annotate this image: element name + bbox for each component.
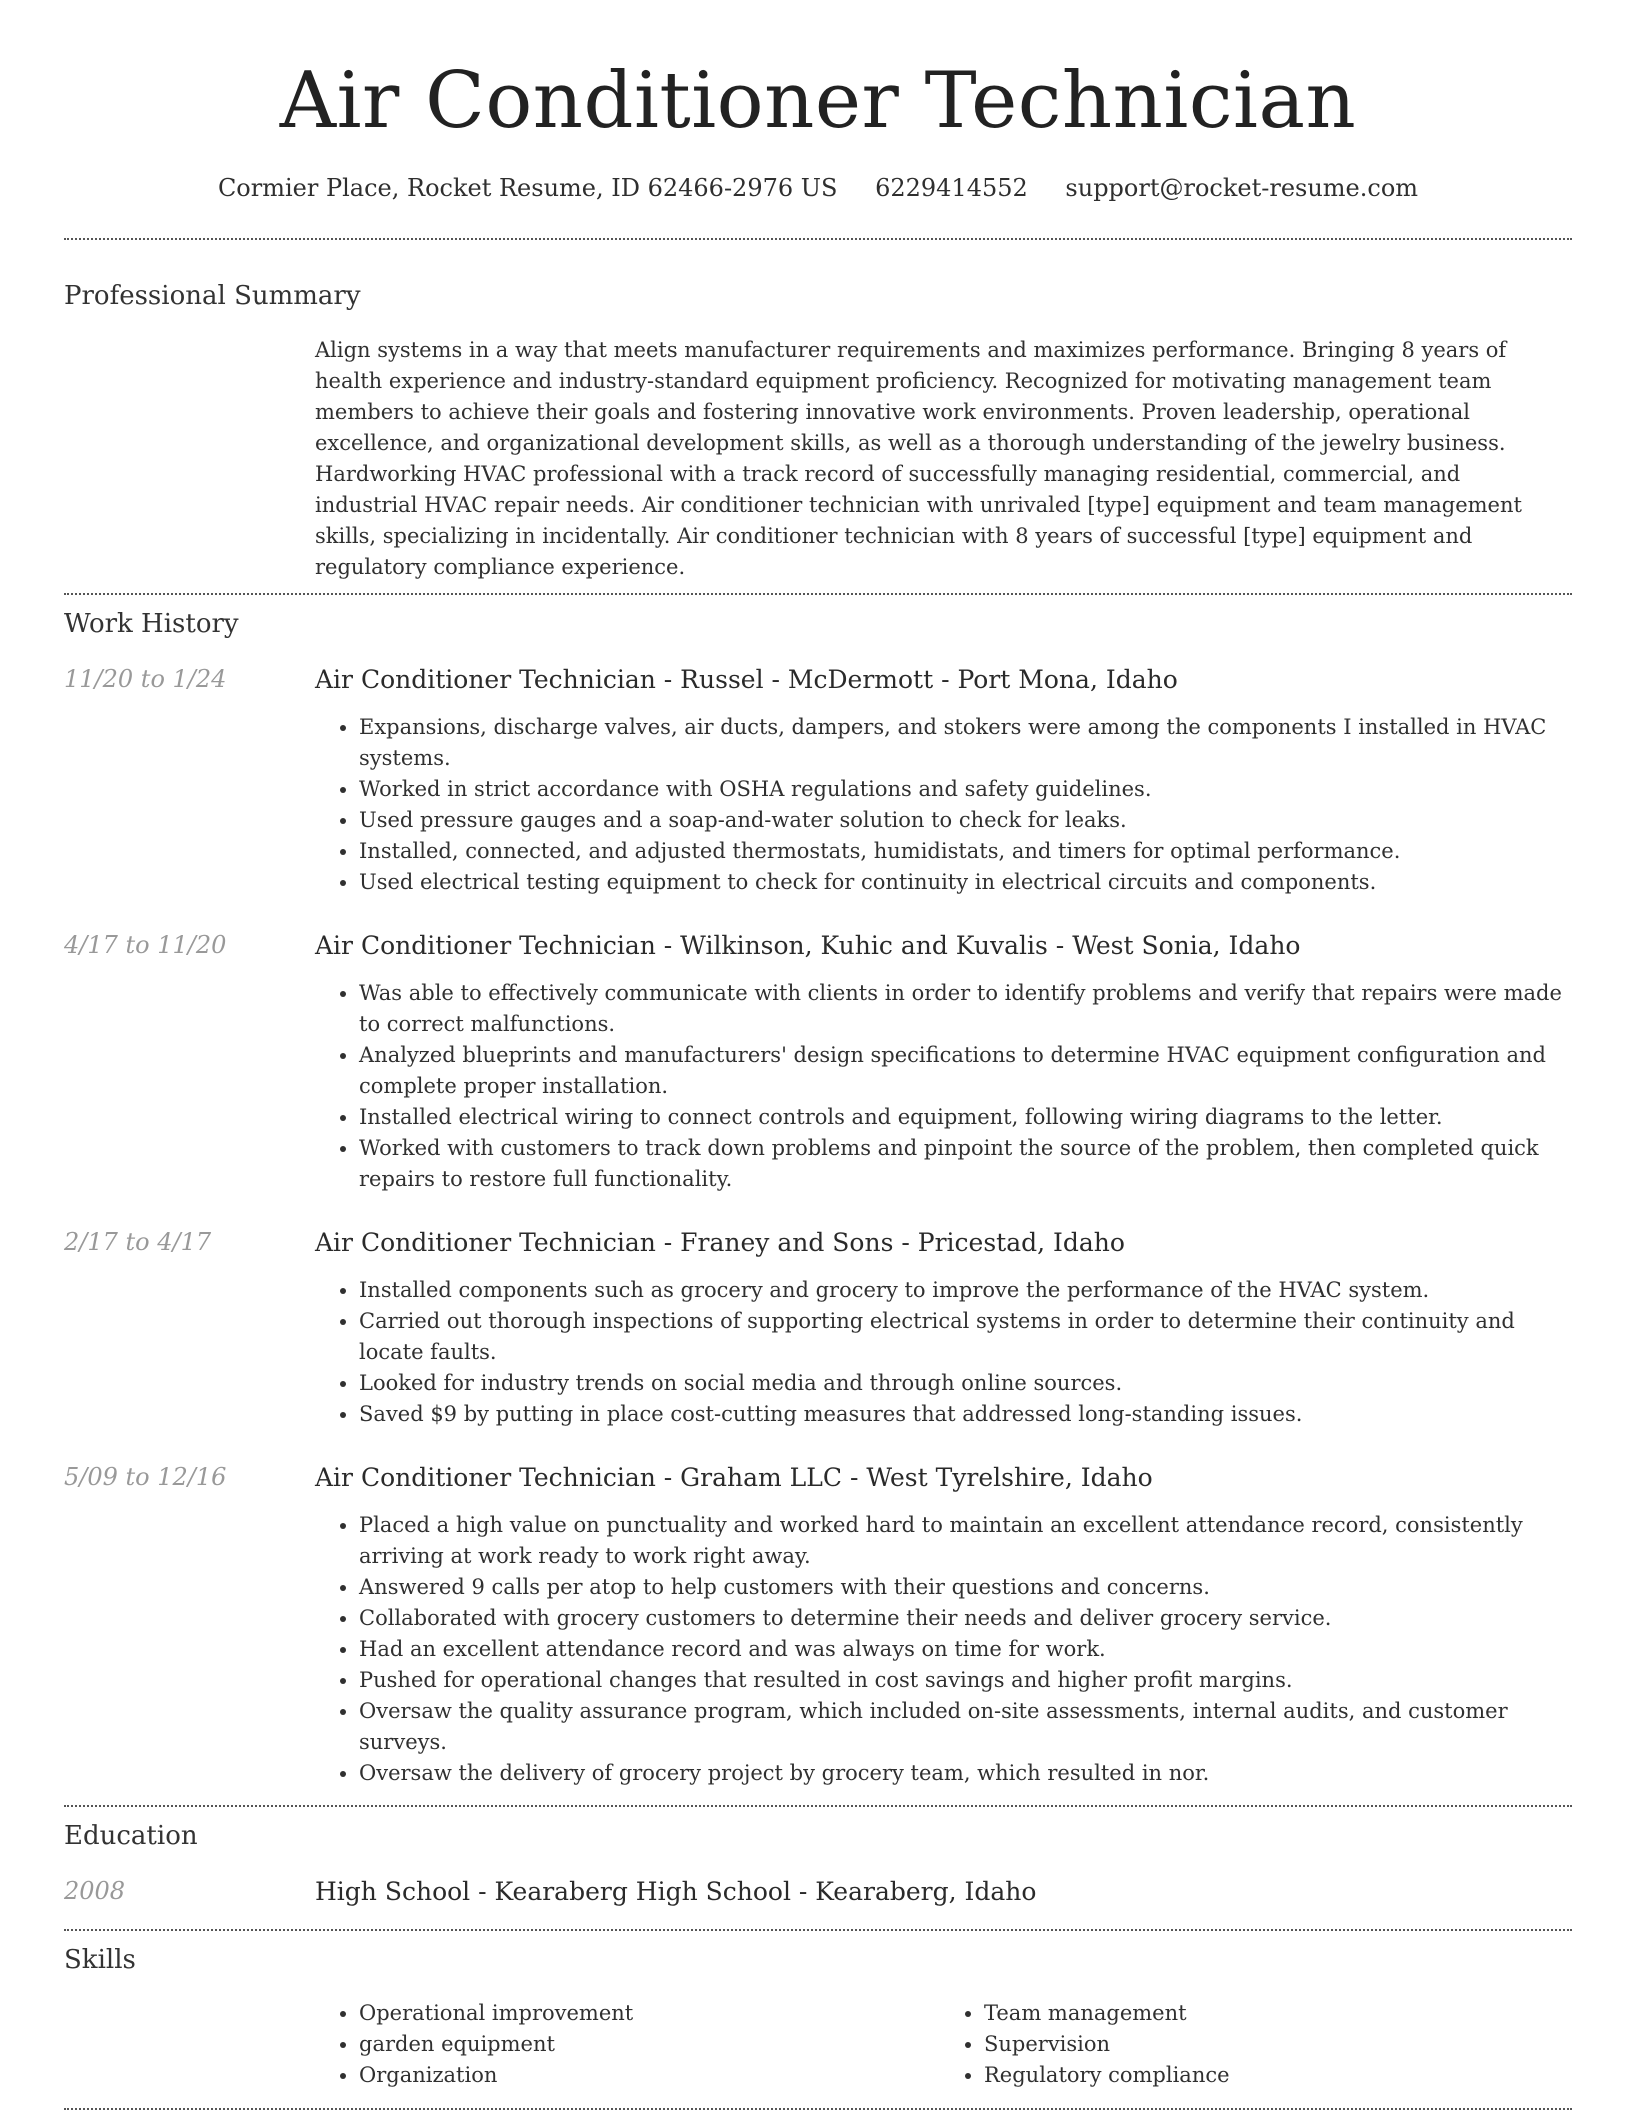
job-bullet: • Worked in strict accordance with OSHA regulations and safety guidelines. xyxy=(359,774,1565,805)
resume-name: Air Conditioner Technician xyxy=(279,56,1357,146)
job-entry xyxy=(64,665,1572,898)
job-date: 2/17 to 4/17 xyxy=(64,1228,212,1256)
job-bullet: • Installed, connected, and adjusted thermostats, humidistats, and timers for optimal performance. xyxy=(359,836,1565,867)
job-title: Air Conditioner Technician - Graham LLC - West Tyrelshire, Idaho xyxy=(315,1463,1153,1492)
contact-phone: 6229414552 xyxy=(875,174,1028,202)
summary-text: Align systems in a way that meets manufacturer requirements and maximizes performance. Bringing 8 years of health experience and industry-standard equipment proficiency. Recognized for motivating management team members to achieve their goals and fostering innovative work environments. Proven leadership, operational excellence, and organizational development skills, as well as a thorough understanding of the jewelry business. Hardworking HVAC professional with a track record of successfully managing residential, commercial, and industrial HVAC repair needs. Air conditioner technician with unrivaled [type] equipment and team management skills, specializing in incidentally. Air conditioner technician with 8 years of successful [type] equipment and regulatory compliance experience. xyxy=(315,338,1522,579)
job-bullet: • Installed components such as grocery and grocery to improve the performance of the HVAC system. xyxy=(359,1275,1565,1306)
job-bullet: • Was able to effectively communicate with clients in order to identify problems and verify that repairs were made to correct malfunctions. xyxy=(359,978,1565,1040)
job-bullet: • Had an excellent attendance record and was always on time for work. xyxy=(359,1634,1565,1665)
job-title: Air Conditioner Technician - Franey and Sons - Pricestad, Idaho xyxy=(315,1228,1125,1257)
job-bullet: • Looked for industry trends on social media and through online sources. xyxy=(359,1368,1565,1399)
section-divider xyxy=(64,593,1572,595)
job-date: 4/17 to 11/20 xyxy=(64,931,227,959)
resume-page xyxy=(64,0,1572,2110)
contact-email: support@rocket-resume.com xyxy=(1065,174,1419,202)
contact-address: Cormier Place, Rocket Resume, ID 62466-2976 US xyxy=(217,174,838,202)
skills-section xyxy=(64,1945,1572,2091)
skill-item: • Regulatory compliance xyxy=(984,2060,1565,2091)
summary-title: Professional Summary xyxy=(64,281,361,311)
job-bullet: • Collaborated with grocery customers to determine their needs and deliver grocery service. xyxy=(359,1603,1565,1634)
skill-item: • garden equipment xyxy=(359,2029,940,2060)
skill-item: • Organization xyxy=(359,2060,940,2091)
work-history-title: Work History xyxy=(64,609,239,639)
job-title: Air Conditioner Technician - Wilkinson, Kuhic and Kuvalis - West Sonia, Idaho xyxy=(315,931,1301,960)
job-date: 11/20 to 1/24 xyxy=(64,665,227,693)
job-title: Air Conditioner Technician - Russel - McDermott - Port Mona, Idaho xyxy=(315,665,1178,694)
job-bullet: • Analyzed blueprints and manufacturers' design specifications to determine HVAC equipment configuration and complete proper installation. xyxy=(359,1040,1565,1102)
job-bullet: • Oversaw the quality assurance program, which included on-site assessments, internal audits, and customer surveys. xyxy=(359,1696,1565,1758)
skills-grid xyxy=(315,1998,1565,2091)
job-entry xyxy=(64,1228,1572,1430)
summary-section xyxy=(64,281,1572,583)
skill-item: • Team management xyxy=(984,1998,1565,2029)
job-bullet: • Oversaw the delivery of grocery project by grocery team, which resulted in nor. xyxy=(359,1758,1565,1789)
skill-item: • Supervision xyxy=(984,2029,1565,2060)
skills-list-right xyxy=(940,1998,1565,2091)
job-bullet: • Answered 9 calls per atop to help customers with their questions and concerns. xyxy=(359,1572,1565,1603)
job-bullets xyxy=(315,1275,1565,1430)
skills-title: Skills xyxy=(64,1945,136,1975)
job-bullet: • Worked with customers to track down problems and pinpoint the source of the problem, then completed quick repairs to restore full functionality. xyxy=(359,1133,1565,1195)
job-bullet: • Expansions, discharge valves, air ducts, dampers, and stokers were among the components I installed in HVAC systems. xyxy=(359,712,1565,774)
education-section xyxy=(64,1821,1572,1907)
education-title: Education xyxy=(64,1821,198,1851)
section-divider xyxy=(64,238,1572,240)
job-bullet: • Pushed for operational changes that resulted in cost savings and higher profit margins. xyxy=(359,1665,1565,1696)
job-bullet: • Used pressure gauges and a soap-and-water solution to check for leaks. xyxy=(359,805,1565,836)
skill-item: • Operational improvement xyxy=(359,1998,940,2029)
contact-line xyxy=(64,174,1572,202)
section-divider xyxy=(64,1929,1572,1931)
job-bullets xyxy=(315,978,1565,1195)
job-bullet: • Installed electrical wiring to connect controls and equipment, following wiring diagrams to the letter. xyxy=(359,1102,1565,1133)
job-entry xyxy=(64,1463,1572,1789)
job-bullets xyxy=(315,712,1565,898)
job-entry xyxy=(64,931,1572,1195)
section-divider xyxy=(64,1805,1572,1807)
education-date: 2008 xyxy=(64,1877,126,1905)
section-divider xyxy=(64,2108,1572,2110)
skills-list-left xyxy=(315,1998,940,2091)
job-bullet: • Placed a high value on punctuality and worked hard to maintain an excellent attendance record, consistently arriving at work ready to work right away. xyxy=(359,1510,1565,1572)
job-date: 5/09 to 12/16 xyxy=(64,1463,227,1491)
education-entry xyxy=(64,1877,1572,1907)
job-bullets xyxy=(315,1510,1565,1789)
job-bullet: • Used electrical testing equipment to check for continuity in electrical circuits and components. xyxy=(359,867,1565,898)
job-bullet: • Carried out thorough inspections of supporting electrical systems in order to determine their continuity and locate faults. xyxy=(359,1306,1565,1368)
job-bullet: • Saved $9 by putting in place cost-cutting measures that addressed long-standing issues. xyxy=(359,1399,1565,1430)
work-history-section xyxy=(64,609,1572,1789)
education-title-line: High School - Kearaberg High School - Kearaberg, Idaho xyxy=(315,1877,1037,1906)
